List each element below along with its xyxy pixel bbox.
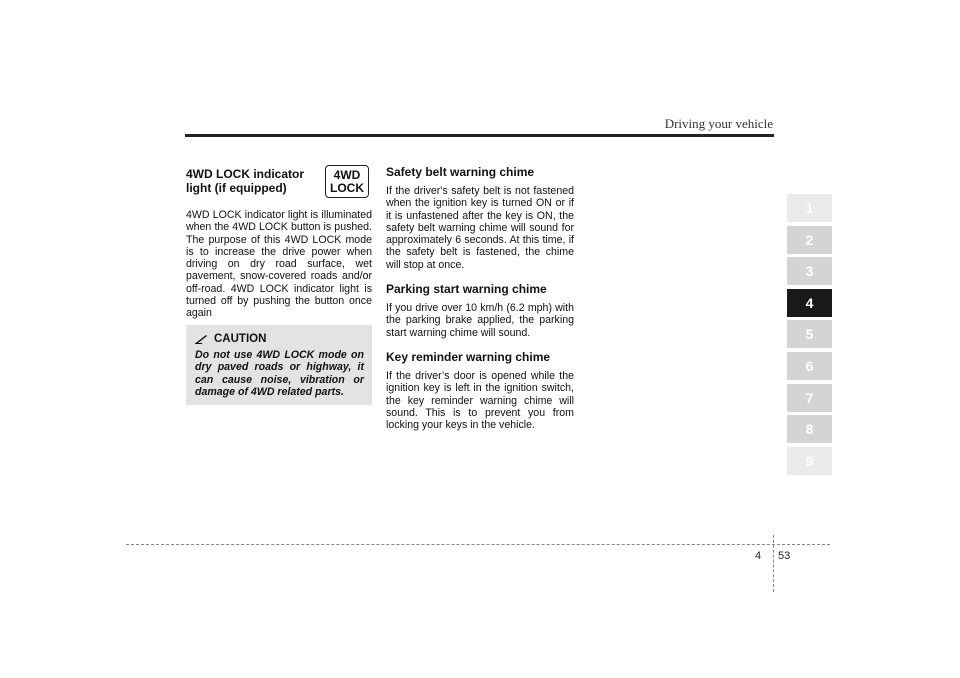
chapter-tab-3[interactable]: 3	[787, 257, 832, 285]
section-title: Key reminder warning chime	[386, 349, 551, 364]
footer-page-number: 53	[778, 550, 791, 562]
caution-heading: CAUTION	[214, 333, 267, 345]
section-key-reminder	[386, 350, 574, 431]
section-title: Safety belt warning chime	[386, 165, 535, 179]
chapter-tabs	[787, 194, 832, 478]
indicator-heading-row	[186, 165, 372, 209]
pencil-icon	[195, 334, 209, 344]
section-body: If you drive over 10 km/h (6.2 mph) with the parking brake applied, the parking start warning chime will sound.	[386, 302, 574, 339]
caution-text: Do not use 4WD LOCK mode on dry paved roads or highway, it can cause noise, vibration or damage of 4WD related parts.	[195, 349, 364, 398]
section-title: Parking start warning chime	[386, 282, 547, 297]
chapter-tab-2[interactable]: 2	[787, 226, 832, 254]
left-column	[186, 165, 372, 320]
header-title: Driving your vehicle	[664, 116, 773, 131]
chapter-tab-1[interactable]: 1	[787, 194, 832, 222]
footer-divider	[773, 535, 774, 592]
section-parking-start	[386, 282, 574, 339]
section-body: If the driver's safety belt is not fastened when the ignition key is turned ON or if it is unfastened after the key is ON, the safety belt warning chime will sound for approximately 6 seconds. At this time, if the safety belt is fastened, the chime will stop at once.	[386, 185, 574, 271]
indicator-title: 4WD LOCK indicator light (if equipped)	[186, 167, 305, 195]
chapter-tab-9[interactable]: 9	[787, 447, 832, 475]
middle-column	[386, 165, 574, 442]
chapter-tab-8[interactable]: 8	[787, 415, 832, 443]
4wd-lock-icon-line2: LOCK	[330, 180, 364, 195]
footer-section-number: 4	[755, 550, 762, 562]
chapter-tab-4[interactable]: 4	[787, 289, 832, 317]
4wd-lock-icon-line1: 4WD	[333, 167, 361, 182]
caution-box	[186, 325, 372, 405]
4wd-lock-icon	[325, 165, 369, 198]
indicator-body: 4WD LOCK indicator light is illuminated when the 4WD LOCK button is pushed. The purpose of this 4WD LOCK mode is to increase the drive power when driving on dry road surface, wet pavement, snow-covered roads and/or off-road. 4WD LOCK indicator light is turned off by pushing the button once again	[186, 209, 372, 320]
header-rule	[185, 134, 774, 137]
section-body: If the driver’s door is opened while the ignition key is left in the ignition switch, the key reminder warning chime will sound. This is to prevent you from locking your keys in the vehicle.	[386, 369, 574, 432]
footer-rule	[126, 544, 830, 545]
section-safety-belt	[386, 165, 574, 271]
chapter-tab-5[interactable]: 5	[787, 320, 832, 348]
chapter-tab-7[interactable]: 7	[787, 384, 832, 412]
caution-heading-row	[195, 332, 364, 346]
chapter-tab-6[interactable]: 6	[787, 352, 832, 380]
